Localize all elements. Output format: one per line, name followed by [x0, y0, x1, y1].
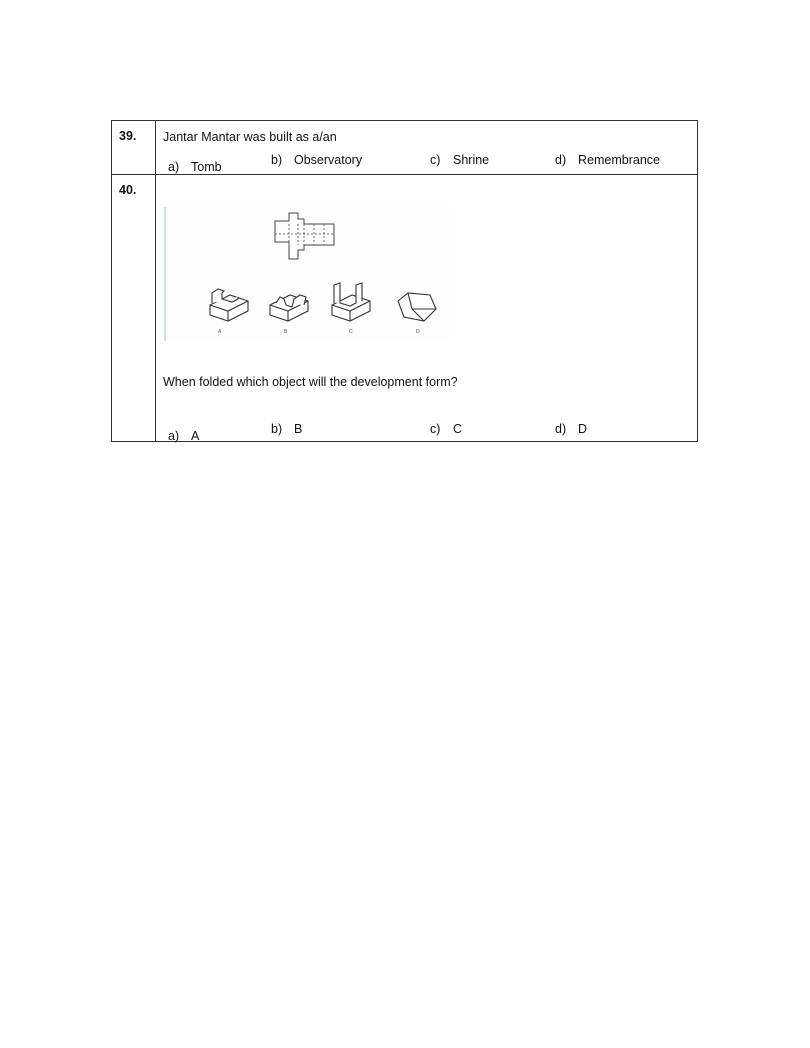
- object-b-drawing: [270, 295, 308, 321]
- option-text: Remembrance: [578, 153, 660, 167]
- question-number: 39.: [112, 121, 156, 175]
- option-text: Shrine: [453, 153, 490, 167]
- question-row-39: [112, 121, 698, 175]
- figure-label-c: C: [349, 329, 353, 335]
- option-text: Observatory: [294, 153, 363, 167]
- option-letter: c): [430, 422, 441, 436]
- option-d[interactable]: [555, 422, 587, 436]
- option-b[interactable]: [271, 422, 302, 436]
- option-text: C: [453, 422, 463, 436]
- question-stem: Jantar Mantar was built as a/an: [163, 130, 337, 144]
- option-text: D: [578, 422, 588, 436]
- option-letter: a): [168, 160, 180, 174]
- option-d[interactable]: [555, 153, 660, 167]
- question-stem: When folded which object will the development form?: [163, 375, 458, 389]
- option-text: B: [294, 422, 303, 436]
- figure-label-b: B: [284, 329, 288, 335]
- option-a[interactable]: [168, 160, 222, 174]
- option-letter: b): [271, 422, 283, 436]
- option-c[interactable]: [430, 153, 489, 167]
- figure-label-a: A: [218, 329, 222, 335]
- object-a-drawing: [210, 289, 248, 321]
- option-a[interactable]: [168, 429, 199, 443]
- questions-table: [111, 120, 698, 442]
- figure-label-d: D: [416, 329, 420, 335]
- object-d-drawing: [398, 293, 436, 321]
- question-number: 40.: [112, 175, 156, 442]
- development-diagram: [166, 207, 449, 341]
- option-text: A: [191, 429, 200, 443]
- question-body: [156, 175, 698, 442]
- development-figure: [164, 207, 449, 341]
- object-c-drawing: [332, 283, 370, 321]
- question-row-40: [112, 175, 698, 442]
- question-body: [156, 121, 698, 175]
- option-letter: c): [430, 153, 441, 167]
- option-letter: a): [168, 429, 180, 443]
- option-text: Tomb: [191, 160, 222, 174]
- option-b[interactable]: [271, 153, 362, 167]
- option-letter: d): [555, 153, 567, 167]
- option-letter: b): [271, 153, 283, 167]
- option-c[interactable]: [430, 422, 462, 436]
- option-letter: d): [555, 422, 567, 436]
